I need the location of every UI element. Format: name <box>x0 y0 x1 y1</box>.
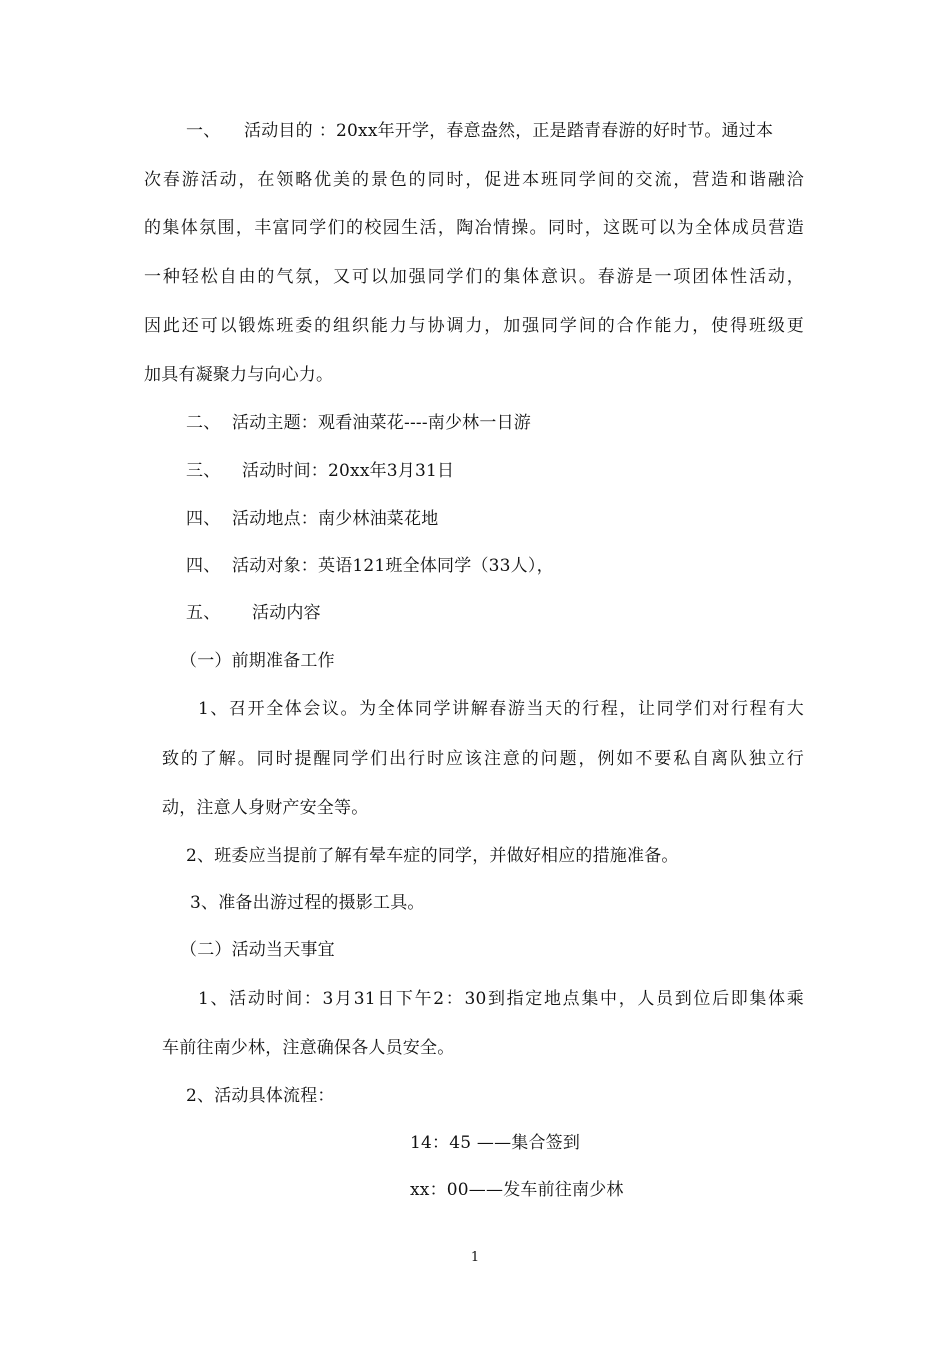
section-text: 活动内容 <box>252 603 321 623</box>
paragraph-line: 的集体氛围，丰富同学们的校园生活，陶冶情操。同时，这既可以为全体成员营造 <box>144 218 804 238</box>
prep-item-1-line: 动，注意人身财产安全等。 <box>162 798 369 818</box>
section-5-line <box>186 601 321 625</box>
schedule-entry: xx：00——发车前往南少林 <box>410 1180 624 1200</box>
section-label: 活动目的 <box>244 121 313 141</box>
section-4-audience-line <box>186 554 554 578</box>
prep-item-1-line: 1、召开全体会议。为全体同学讲解春游当天的行程，让同学们对行程有大 <box>198 699 804 719</box>
section-number: 四、 <box>186 509 221 529</box>
section-text: 活动主题：观看油菜花----南少林一日游 <box>232 413 531 433</box>
section-number: 二、 <box>186 413 221 433</box>
schedule-entry: 14：45 ——集合签到 <box>410 1133 581 1153</box>
section-2-line <box>186 411 531 435</box>
section-number: 五、 <box>186 603 221 623</box>
subsection-heading-prep: （一）前期准备工作 <box>180 651 335 671</box>
paragraph-line: 次春游活动，在领略优美的景色的同时，促进本班同学间的交流，营造和谐融洽 <box>144 170 804 190</box>
prep-item-3: 3、准备出游过程的摄影工具。 <box>190 893 425 913</box>
section-4-location-line <box>186 507 438 531</box>
day-item-2: 2、活动具体流程： <box>186 1086 335 1106</box>
day-item-1-line: 车前往南少林，注意确保各人员安全。 <box>162 1038 455 1058</box>
subsection-heading-day: （二）活动当天事宜 <box>180 940 335 960</box>
prep-item-2: 2、班委应当提前了解有晕车症的同学，并做好相应的措施准备。 <box>186 846 679 866</box>
paragraph-line: 一种轻松自由的气氛，又可以加强同学们的集体意识。春游是一项团体性活动， <box>144 267 804 287</box>
section-number: 一、 <box>186 121 221 141</box>
section-number: 四、 <box>186 556 221 576</box>
section-number: 三、 <box>186 461 221 481</box>
prep-item-1-line: 致的了解。同时提醒同学们出行时应该注意的问题，例如不要私自离队独立行 <box>162 749 804 769</box>
day-item-1-line: 1、活动时间：3月31日下午2：30到指定地点集中，人员到位后即集体乘 <box>198 989 804 1009</box>
paragraph-line: 加具有凝聚力与向心力。 <box>144 365 334 385</box>
section-1-heading-line <box>186 119 773 143</box>
section-text: 活动时间：20xx年3月31日 <box>242 461 455 481</box>
page-number: 1 <box>470 1250 480 1265</box>
paragraph-line: 因此还可以锻炼班委的组织能力与协调力，加强同学间的合作能力，使得班级更 <box>144 316 804 336</box>
section-text: 活动对象：英语121班全体同学（33人）， <box>232 556 554 576</box>
paragraph-line: ：20xx年开学，春意盎然，正是踏青春游的好时节。通过本 <box>318 121 774 141</box>
section-text: 活动地点：南少林油菜花地 <box>232 509 439 529</box>
section-3-line <box>186 459 454 483</box>
